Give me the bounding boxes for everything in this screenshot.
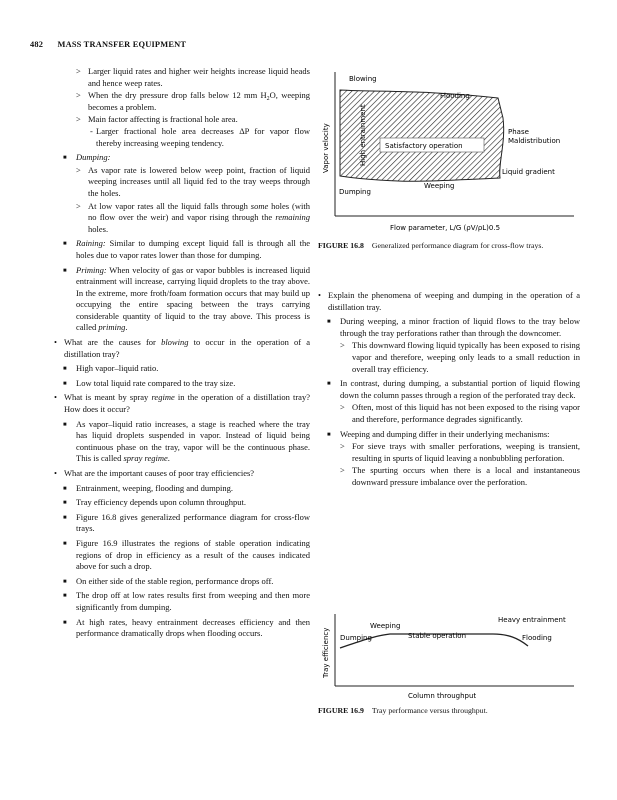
right-column	[318, 290, 580, 489]
label-dumping: Dumping	[339, 188, 371, 196]
list-item: ■ Figure 16.8 gives generalized performance diagram for cross-flow trays.	[63, 511, 310, 534]
label-liquid-gradient: Liquid gradient	[502, 168, 555, 176]
x-axis-label: Flow parameter, L/G (ρV/ρL)0.5	[390, 224, 501, 232]
label-heavy: Heavy entrainment	[498, 616, 566, 624]
list-item: > When the dry pressure drop falls below 12 mm $H_2O$, weeping becomes a problem.	[76, 90, 311, 112]
list-item: ■ Tray efficiency depends upon column throughput.	[63, 497, 246, 508]
question: • What is meant by spray regime in the operation of a distillation tray? How does it occur?	[54, 392, 310, 415]
list-item: ■ As vapor–liquid ratio increases, a stage is reached where the tray has liquid droplets suspended in vapor. Instead of liquid being continuous phase on the tray, vapor will be the continuous phase. This is called spray regime.	[63, 418, 310, 464]
label-dumping: Dumping	[340, 634, 372, 642]
list-item: ■ Entrainment, weeping, flooding and dumping.	[63, 482, 233, 493]
list-item: > As vapor rate is lowered below weep point, fraction of liquid weeping increases until all liquid fed to the tray weeps through the holes.	[76, 164, 310, 198]
label-flooding: Flooding	[522, 634, 552, 642]
list-item: ■ Raining: Similar to dumping except liquid fall is through all the holes due to vapor rates lower than those for dumping.	[63, 238, 310, 260]
page-number: 482	[30, 40, 44, 49]
label-high-entrainment: High entrainment	[359, 104, 367, 166]
running-header	[30, 40, 186, 49]
list-item: - Larger fractional hole area decreases ΔP for vapor flow thereby increasing weeping tendency.	[90, 125, 310, 148]
list-item: ■ The drop off at low rates results first from weeping and then more significantly from dumping.	[63, 590, 310, 612]
list-item: ■ Dumping:	[63, 152, 111, 163]
figure-16-8-caption: FIGURE 16.8 Generalized performance diagram for cross-flow trays.	[318, 241, 544, 250]
list-item: > At low vapor rates all the liquid falls through some holes (with no flow over the weir) and vapor rising through the remaining holes.	[76, 200, 310, 234]
left-column	[54, 66, 310, 640]
running-title: MASS TRANSFER EQUIPMENT	[57, 40, 187, 49]
y-axis-label: Tray efficiency	[322, 627, 330, 678]
figure-16-9-caption: FIGURE 16.9 Tray performance versus throughput.	[318, 706, 488, 715]
label-stable: Stable operation	[408, 632, 467, 640]
label-weeping: Weeping	[370, 622, 401, 630]
question: • What are the important causes of poor tray efficiencies?	[54, 468, 255, 478]
list-item: ■ On either side of the stable region, performance drops off.	[63, 575, 274, 586]
label-blowing: Blowing	[349, 75, 377, 83]
list-item: ■ Weeping and dumping differ in their underlying mechanisms:	[327, 428, 550, 439]
label-weeping: Weeping	[424, 182, 455, 190]
figure-16-9	[318, 608, 580, 704]
list-item: > Often, most of this liquid has not been exposed to the rising vapor and therefore, performance degrades significantly.	[340, 402, 580, 424]
label-flooding: Flooding	[440, 92, 470, 100]
list-item: ■ Priming: When velocity of gas or vapor bubbles is increased liquid entrainment will increase, carrying liquid droplets to the tray above. In the extreme, more froth/foam formation occurs that may build up occupying the entire spacing between the trays carrying considerable quantity of liquid to the tray above. This process is called priming.	[63, 264, 310, 333]
question: • Explain the phenomena of weeping and dumping in the operation of a distillation tray.	[318, 290, 580, 312]
figure-16-8	[318, 68, 580, 236]
list-item: ■ High vapor–liquid ratio.	[63, 363, 159, 374]
list-item: > The spurting occurs when there is a local and instantaneous downward pressure imbalance over the perforation.	[340, 465, 580, 487]
label-maldistribution: Maldistribution	[508, 137, 561, 145]
list-item: > Larger liquid rates and higher weir heights increase liquid heads and hence weep rates.	[76, 66, 310, 88]
list-item: ■ Figure 16.9 illustrates the regions of stable operation indicating regions of drop in efficiency as a result of the causes indicated above for such a drop.	[63, 537, 310, 572]
list-item: ■ During weeping, a minor fraction of liquid flows to the tray below through the tray perforations rather than through the downcomer.	[327, 316, 580, 338]
label-satisfactory: Satisfactory operation	[385, 142, 463, 150]
question: • What are the causes for blowing to occur in the operation of a distillation tray?	[54, 337, 311, 359]
list-item: ■ At high rates, heavy entrainment decreases efficiency and then performance dramatically drops when flooding occurs.	[63, 616, 310, 639]
list-item: > This downward flowing liquid typically has been exposed to rising vapor and therefore, weeping only leads to a small reduction in overall tray efficiency.	[340, 340, 580, 374]
list-item: > Main factor affecting is fractional hole area.	[76, 114, 238, 125]
label-phase: Phase	[508, 128, 529, 136]
y-axis-label: Vapor velocity	[322, 123, 330, 173]
x-axis-label: Column throughput	[408, 692, 477, 700]
list-item: ■ Low total liquid rate compared to the tray size.	[63, 377, 236, 388]
list-item: > For sieve trays with smaller perforations, weeping is transient, resulting in spurts of liquid leaving a nonbubbling perforation.	[340, 441, 580, 463]
list-item: ■ In contrast, during dumping, a substantial portion of liquid flowing down the column passes through a region of the perforated tray deck.	[327, 378, 580, 400]
